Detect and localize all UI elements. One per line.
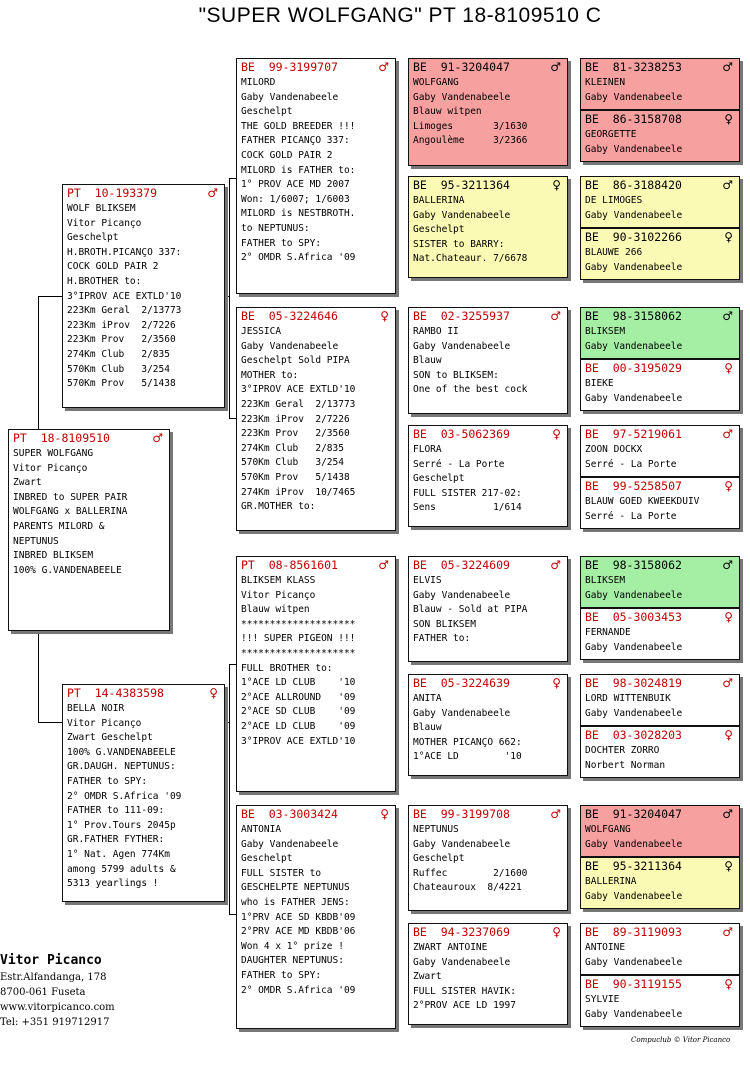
card-line: Gaby Vandenabeele [413, 589, 511, 601]
pedigree-card-sds [408, 307, 568, 414]
card-line: THE GOLD BREEDER !!! [241, 120, 356, 132]
card-line: ANTONIA [241, 824, 282, 835]
card-line: ANTOINE [585, 942, 626, 953]
pedigree-card-dam-dam [236, 805, 396, 1029]
card-line: Gaby Vandenabeele [413, 209, 511, 221]
ring-number: BE 95-3211364 [413, 178, 510, 192]
ring-number: BE 98-3158062 [585, 558, 682, 572]
ring-number: BE 86-3158708 [585, 112, 682, 126]
card-line: Gaby Vandenabeele [585, 209, 683, 221]
card-line: INBRED BLIKSEM [13, 550, 94, 562]
card-line: DE LIMOGES [585, 195, 643, 206]
pedigree-card-g4 [580, 228, 740, 280]
pedigree-card-g6 [580, 359, 740, 411]
card-line: FLORA [413, 444, 442, 455]
connector-line [38, 630, 39, 722]
card-line: GR.FATHER FYTHER: [67, 834, 165, 846]
card-line: H.BROTHER to: [67, 275, 142, 287]
ring-number: BE 99-3199707 [241, 60, 338, 74]
male-icon: ♂ [378, 558, 389, 572]
card-line: SON BLIKSEM [413, 618, 476, 630]
male-icon: ♂ [722, 807, 733, 821]
female-icon: ♀ [552, 427, 561, 441]
ring-number: BE 05-3224646 [241, 309, 338, 323]
card-line: BLAUWE 266 [585, 247, 643, 258]
card-line: DAUGHTER NEPTUNUS: [241, 955, 344, 967]
card-line: 1° Prov.Tours 2045p [67, 819, 176, 831]
card-line: FATHER to 111-09: [67, 805, 165, 817]
card-line: Gaby Vandenabeele [241, 838, 339, 850]
card-line: 2°ACE LD CLUB '09 [241, 720, 356, 732]
connector-line [229, 914, 236, 915]
card-line: 2° OMDR S.Africa '09 [241, 252, 356, 264]
male-icon: ♂ [722, 676, 733, 690]
card-line: Geschelpt [413, 473, 465, 485]
card-line: 100% G.VANDENABEELE [13, 564, 122, 576]
card-line: Vitor Picanço [241, 589, 316, 601]
card-line: Vitor Picanço [67, 217, 142, 229]
card-line: Blauw [413, 355, 442, 367]
card-line: 223Km Geral 2/13773 [241, 398, 356, 410]
female-icon: ♀ [380, 807, 389, 821]
ring-number: PT 14-4383598 [67, 686, 164, 700]
male-icon: ♂ [378, 60, 389, 74]
pedigree-card-dds [408, 805, 568, 911]
card-line: Gaby Vandenabeele [585, 589, 683, 601]
card-line: Won 4 x 1° prize ! [241, 940, 344, 952]
card-line: 223Km Prov 2/3560 [241, 428, 350, 440]
card-line: Geschelpt [413, 224, 465, 236]
male-icon: ♂ [550, 558, 561, 572]
card-line: Sens 1/614 [413, 502, 522, 514]
card-line: Gaby Vandenabeele [585, 890, 683, 902]
female-icon: ♀ [724, 859, 733, 873]
ring-number: BE 90-3119155 [585, 977, 682, 991]
pedigree-card-g5 [580, 307, 740, 359]
card-line: Gaby Vandenabeele [585, 956, 683, 968]
ring-number: BE 86-3188420 [585, 178, 682, 192]
card-line: SISTER to BARRY: [413, 238, 505, 250]
pedigree-card-g14 [580, 857, 740, 909]
card-line: WOLFGANG [585, 824, 631, 835]
card-line: MOTHER PICANÇO 662: [413, 736, 522, 748]
pedigree-card-sire-dam [236, 307, 396, 531]
connector-line [229, 418, 236, 419]
card-line: Serré - La Porte [413, 458, 505, 470]
card-line: MILORD is NESTBROTH. [241, 208, 356, 220]
card-line: GR.MOTHER to: [241, 501, 316, 513]
card-line: NEPTUNUS [13, 535, 59, 547]
card-line: Won: 1/6007; 1/6003 [241, 193, 350, 205]
pedigree-card-ddd [408, 923, 568, 1025]
card-line: 3°IPROV ACE EXTLD'10 [241, 384, 356, 396]
pedigree-card-g11 [580, 674, 740, 726]
pedigree-card-g9 [580, 556, 740, 608]
card-line: Serré - La Porte [585, 510, 677, 522]
breeder-website[interactable]: www.vitorpicanco.com [0, 1002, 115, 1013]
card-line: H.BROTH.PICANÇO 337: [67, 246, 182, 258]
card-line: COCK GOLD PAIR 2 [67, 261, 159, 273]
female-icon: ♀ [552, 178, 561, 192]
connector-line [229, 178, 230, 418]
card-line: FULL SISTER 217-02: [413, 487, 522, 499]
card-line: MILORD [241, 77, 276, 88]
card-line: Zwart [13, 477, 42, 489]
card-line: BLIKSEM [585, 326, 626, 337]
male-icon: ♂ [722, 925, 733, 939]
card-line: FULL SISTER to [241, 867, 322, 879]
female-icon: ♀ [724, 610, 733, 624]
card-line: Norbert Norman [585, 759, 666, 771]
ring-number: BE 89-3119093 [585, 925, 682, 939]
pedigree-card-g15 [580, 923, 740, 975]
male-icon: ♂ [722, 427, 733, 441]
pedigree-card-g16 [580, 975, 740, 1027]
female-icon: ♀ [724, 977, 733, 991]
card-line: 2°ACE ALLROUND '09 [241, 691, 356, 703]
card-line: 223Km iProv 2/7226 [241, 413, 350, 425]
ring-number: BE 94-3237069 [413, 925, 510, 939]
male-icon: ♂ [550, 60, 561, 74]
card-line: 570Km Club 3/254 [241, 457, 344, 469]
breeder-phone: Tel: +351 919712917 [0, 1017, 110, 1028]
ring-number: BE 98-3024819 [585, 676, 682, 690]
ring-number: BE 95-3211364 [585, 859, 682, 873]
card-line: Gaby Vandenabeele [413, 838, 511, 850]
card-line: 5313 yearlings ! [67, 878, 159, 890]
female-icon: ♀ [724, 230, 733, 244]
card-line: FULL BROTHER to: [241, 662, 333, 674]
card-line: 2° OMDR S.Africa '09 [241, 984, 356, 996]
connector-line [38, 296, 62, 297]
card-line: Gaby Vandenabeele [413, 91, 511, 103]
card-line: Limoges 3/1630 [413, 120, 528, 132]
card-line: FATHER to: [413, 633, 471, 645]
card-line: 274Km Club 2/835 [241, 442, 344, 454]
card-line: SYLVIE [585, 994, 620, 1005]
connector-line [225, 296, 229, 297]
card-line: Gaby Vandenabeele [413, 340, 511, 352]
card-line: BLIKSEM [585, 575, 626, 586]
card-line: ELVIS [413, 575, 442, 586]
card-line: GESCHELPTE NEPTUNUS [241, 882, 350, 894]
female-icon: ♀ [552, 925, 561, 939]
pedigree-card-dsd [408, 674, 568, 776]
card-line: Geschelpt Sold PIPA [241, 355, 350, 367]
card-line: COCK GOLD PAIR 2 [241, 149, 333, 161]
card-line: 1° Nat. Agen 774Km [67, 848, 170, 860]
card-line: Ruffec 2/1600 [413, 867, 528, 879]
card-line: Gaby Vandenabeele [585, 1008, 683, 1020]
card-line: BLAUW GOED KWEEKDUIV [585, 496, 700, 507]
card-line: 2° OMDR S.Africa '09 [67, 790, 182, 802]
card-line: 1°ACE LD '10 [413, 751, 522, 763]
card-line: !!! SUPER PIGEON !!! [241, 633, 356, 645]
pedigree-card-ssd [408, 176, 568, 278]
male-icon: ♂ [207, 186, 218, 200]
pedigree-card-sss [408, 58, 568, 166]
pedigree-card-dam-sire [236, 556, 396, 792]
card-line: GR.DAUGH. NEPTUNUS: [67, 761, 176, 773]
card-line: LORD WITTENBUIK [585, 693, 671, 704]
female-icon: ♀ [724, 361, 733, 375]
ring-number: BE 05-3224609 [413, 558, 510, 572]
card-line: One of the best cock [413, 384, 528, 396]
card-line: 223Km Geral 2/13773 [67, 305, 182, 317]
card-line: Gaby Vandenabeele [413, 707, 511, 719]
pedigree-card-g12 [580, 726, 740, 778]
ring-number: BE 99-3199708 [413, 807, 510, 821]
card-line: GEORGETTE [585, 129, 637, 140]
connector-line [38, 296, 39, 431]
card-line: Blauw [413, 722, 442, 734]
ring-number: BE 03-3028203 [585, 728, 682, 742]
card-line: Gaby Vandenabeele [585, 91, 683, 103]
ring-number: BE 91-3204047 [413, 60, 510, 74]
ring-number: BE 05-3224639 [413, 676, 510, 690]
card-line: FERNANDE [585, 627, 631, 638]
pedigree-card-g13 [580, 805, 740, 857]
card-line: BELLA NOIR [67, 703, 125, 714]
card-line: Gaby Vandenabeele [585, 261, 683, 273]
pedigree-card-sdd [408, 425, 568, 527]
male-icon: ♂ [152, 431, 163, 445]
female-icon: ♀ [380, 309, 389, 323]
card-line: MILORD is FATHER to: [241, 164, 356, 176]
card-line: 2°PROV ACE LD 1997 [413, 1000, 516, 1012]
ring-number: BE 81-3238253 [585, 60, 682, 74]
male-icon: ♂ [550, 807, 561, 821]
card-line: 100% G.VANDENABEELE [67, 746, 176, 758]
card-line: FATHER to SPY: [67, 775, 148, 787]
pedigree-card-g3 [580, 176, 740, 228]
card-line: Angoulème 3/2366 [413, 135, 528, 147]
card-line: 570Km Club 3/254 [67, 363, 170, 375]
card-line: BALLERINA [585, 876, 637, 887]
pedigree-title: "SUPER WOLFGANG" PT 18-8109510 C [198, 4, 602, 27]
ring-number: BE 98-3158062 [585, 309, 682, 323]
ring-number: PT 10-193379 [67, 186, 158, 200]
card-line: BLIKSEM KLASS [241, 575, 316, 586]
card-line: SUPER WOLFGANG [13, 448, 94, 459]
breeder-postal: 8700-061 Fuseta [0, 987, 86, 998]
ring-number: BE 97-5219061 [585, 427, 682, 441]
card-line: 223Km iProv 2/7226 [67, 319, 176, 331]
card-line: Gaby Vandenabeele [585, 340, 683, 352]
software-credit: Compuclub © Vitor Picanco [631, 1036, 731, 1044]
female-icon: ♀ [724, 728, 733, 742]
card-line: Chateauroux 8/4221 [413, 882, 522, 894]
ring-number: BE 03-3003424 [241, 807, 338, 821]
card-line: ******************** [241, 618, 356, 630]
card-line: Vitor Picanço [13, 462, 88, 474]
connector-line [225, 722, 229, 723]
card-line: RAMBO II [413, 326, 459, 337]
female-icon: ♀ [724, 479, 733, 493]
male-icon: ♂ [722, 60, 733, 74]
pedigree-card-g2 [580, 110, 740, 162]
card-line: Zwart [413, 971, 442, 983]
card-line: ANITA [413, 693, 442, 704]
male-icon: ♂ [550, 309, 561, 323]
card-line: ZWART ANTOINE [413, 942, 488, 953]
pedigree-card-sire-sire [236, 58, 396, 294]
connector-line [229, 664, 230, 914]
card-line: 1°PRV ACE SD KBDB'09 [241, 911, 356, 923]
card-line: Nat.Chateaur. 7/6678 [413, 253, 528, 265]
card-line: PARENTS MILORD & [13, 520, 105, 532]
card-line: DOCHTER ZORRO [585, 745, 660, 756]
card-line: Vitor Picanço [67, 717, 142, 729]
ring-number: BE 00-3195029 [585, 361, 682, 375]
card-line: 2°ACE SD CLUB '09 [241, 706, 356, 718]
card-line: Gaby Vandenabeele [585, 392, 683, 404]
card-line: Gaby Vandenabeele [585, 838, 683, 850]
connector-line [229, 664, 236, 665]
breeder-contact [0, 952, 115, 1030]
card-line: FULL SISTER HAVIK: [413, 985, 516, 997]
card-line: 3°IPROV ACE EXTLD'10 [67, 290, 182, 302]
card-line: Blauw witpen [413, 106, 482, 118]
card-line: WOLFGANG [413, 77, 459, 88]
card-line: Zwart Geschelpt [67, 732, 153, 744]
card-line: Gaby Vandenabeele [413, 956, 511, 968]
card-line: Geschelpt [241, 106, 293, 118]
card-line: FATHER PICANÇO 337: [241, 135, 350, 147]
ring-number: PT 18-8109510 [13, 431, 110, 445]
card-line: Blauw - Sold at PIPA [413, 604, 528, 616]
ring-number: BE 05-3003453 [585, 610, 682, 624]
ring-number: PT 08-8561601 [241, 558, 338, 572]
card-line: WOLF BLIKSEM [67, 203, 136, 214]
card-line: ZOON DOCKX [585, 444, 643, 455]
card-line: among 5799 adults & [67, 863, 176, 875]
ring-number: BE 91-3204047 [585, 807, 682, 821]
ring-number: BE 02-3255937 [413, 309, 510, 323]
male-icon: ♂ [722, 178, 733, 192]
card-line: Geschelpt [67, 232, 119, 244]
pedigree-card-sire [62, 184, 225, 408]
card-line: NEPTUNUS [413, 824, 459, 835]
card-line: FATHER to SPY: [241, 969, 322, 981]
card-line: 1°ACE LD CLUB '10 [241, 677, 356, 689]
connector-line [38, 722, 62, 723]
card-line: WOLFGANG x BALLERINA [13, 506, 128, 518]
card-line: 274Km iProv 10/7465 [241, 486, 356, 498]
card-line: BALLERINA [413, 195, 465, 206]
card-line: JESSICA [241, 326, 282, 337]
card-line: Geschelpt [241, 853, 293, 865]
card-line: Gaby Vandenabeele [241, 340, 339, 352]
pedigree-card-g10 [580, 608, 740, 660]
breeder-address: Estr.Alfandanga, 178 [0, 972, 107, 983]
card-line: Gaby Vandenabeele [585, 641, 683, 653]
pedigree-card-g8 [580, 477, 740, 529]
ring-number: BE 03-5062369 [413, 427, 510, 441]
card-line: 3°IPROV ACE EXTLD'10 [241, 735, 356, 747]
card-line: 274Km Club 2/835 [67, 348, 170, 360]
pedigree-card-dam [62, 684, 225, 902]
card-line: INBRED to SUPER PAIR [13, 491, 128, 503]
card-line: 570Km Prov 5/1438 [67, 378, 176, 390]
card-line: Geschelpt [413, 853, 465, 865]
card-line: 223Km Prov 2/3560 [67, 334, 176, 346]
card-line: ******************** [241, 647, 356, 659]
female-icon: ♀ [552, 676, 561, 690]
card-line: 570Km Prov 5/1438 [241, 471, 350, 483]
card-line: Gaby Vandenabeele [241, 91, 339, 103]
male-icon: ♂ [722, 309, 733, 323]
card-line: FATHER to SPY: [241, 237, 322, 249]
female-icon: ♀ [209, 686, 218, 700]
card-line: Serré - La Porte [585, 458, 677, 470]
pedigree-card-dss [408, 556, 568, 662]
card-line: BIEKE [585, 378, 614, 389]
pedigree-card-g1 [580, 58, 740, 110]
card-line: MOTHER to: [241, 369, 299, 381]
card-line: who is FATHER JENS: [241, 896, 350, 908]
card-line: KLEINEN [585, 77, 626, 88]
male-icon: ♂ [722, 558, 733, 572]
card-line: to NEPTUNUS: [241, 222, 310, 234]
female-icon: ♀ [724, 112, 733, 126]
card-line: Gaby Vandenabeele [585, 707, 683, 719]
card-line: Gaby Vandenabeele [585, 143, 683, 155]
pedigree-card-g7 [580, 425, 740, 477]
ring-number: BE 90-3102266 [585, 230, 682, 244]
breeder-name: Vitor Picanco [0, 953, 102, 968]
card-line: Blauw witpen [241, 604, 310, 616]
card-line: 2°PRV ACE MD KBDB'06 [241, 926, 356, 938]
pedigree-card-subject [8, 429, 170, 631]
card-line: 1° PROV ACE MD 2007 [241, 179, 350, 191]
card-line: SON to BLIKSEM: [413, 369, 499, 381]
connector-line [229, 178, 236, 179]
ring-number: BE 99-5258507 [585, 479, 682, 493]
